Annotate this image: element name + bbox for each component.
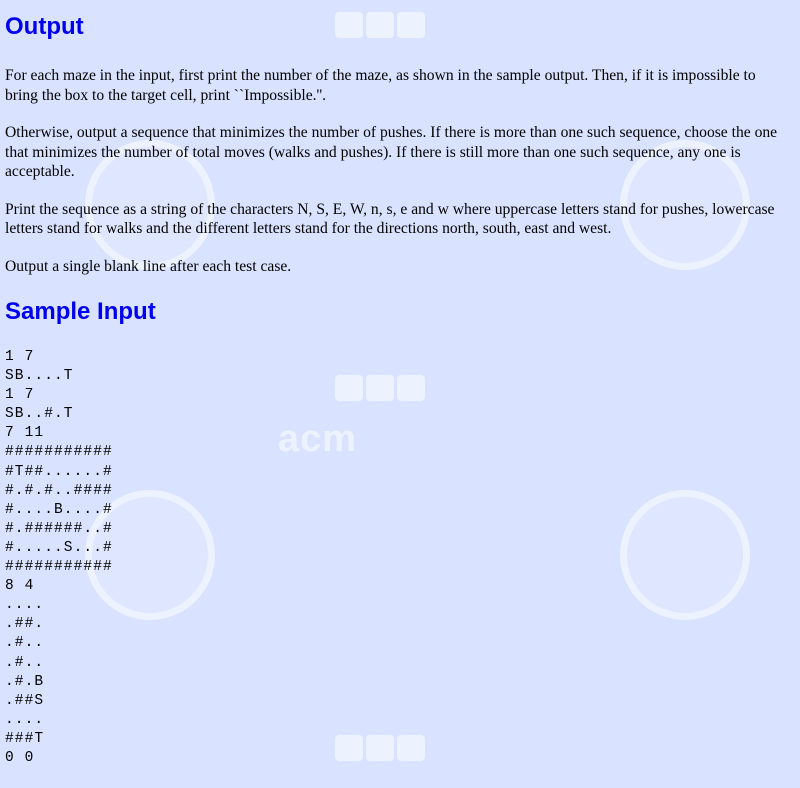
problem-content (5, 0, 795, 768)
watermark-acm-logo: acm (278, 418, 358, 460)
sample-input-heading: Sample Input (5, 298, 156, 325)
output-paragraph-4: Output a single blank line after each test case. (5, 257, 292, 275)
output-paragraph-1: For each maze in the input, first print the number of the maze, as shown in the sample output. Then, if it is impossible to bring the box to the target cell, print ``Impossible.''. (5, 67, 756, 104)
output-paragraph-2: Otherwise, output a sequence that minimizes the number of pushes. If there is more than one such sequence, choose the one that minimizes the number of total moves (walks and pushes). If there is still more than one such sequence, any one is acceptable. (5, 124, 778, 180)
sample-input-code: 1 7 SB....T 1 7 SB..#.T 7 11 ########### #T##......# #.#.#..#### #....B....# #.######..# #.....S...# ########### 8 4 .... .##. .#.. .#.. .#.B .##S .... ###T 0 0 (5, 349, 113, 766)
output-heading: Output (5, 13, 84, 40)
output-paragraph-3: Print the sequence as a string of the characters N, S, E, W, n, s, e and w where uppercase letters stand for pushes, lowercase letters stand for walks and the different letters stand for the directions north, south, east and west. (5, 200, 775, 237)
